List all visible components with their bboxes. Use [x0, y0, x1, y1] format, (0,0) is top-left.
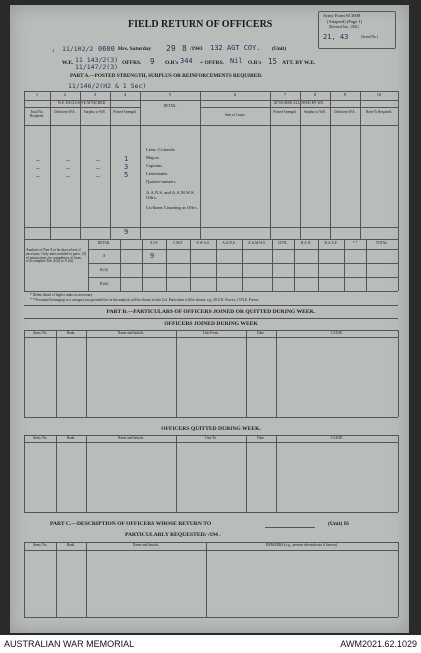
hand-unit-ref: 11/102/2 [62, 45, 94, 53]
col-head-posted-strength: Posted Strength. [273, 110, 297, 114]
unit-label: (Unit) [272, 46, 287, 52]
footnote-2: * * Personnel belonging to a category not provided for in the analysis will be shown in this Col. Particulars will be shown, e.g. 20 U.K. Forces; 10 N.E. Forces. [30, 298, 260, 302]
rank-civilians: Civilians Counting as Offrs. [146, 205, 198, 210]
rank-aans: A.A.N.S. and A.A.M.W.S. Offrs. [146, 190, 195, 200]
analysis-head: A.A.M.W.S. [248, 241, 266, 245]
quitted-head: CAUSE. [330, 436, 344, 440]
posted-captains: 3 [124, 163, 129, 171]
army-form-box [318, 11, 396, 49]
col-number: 1 [35, 92, 39, 97]
archive-name: AUSTRALIAN WAR MEMORIAL [4, 639, 135, 649]
analysis-head: TOTAL. [375, 241, 389, 245]
analysis-row-label: B.(ii) [100, 268, 108, 272]
offrs-label: OFFRS. [122, 60, 142, 66]
joined-head: Unit From. [203, 331, 219, 335]
footnote-1: * Delete detail of higher ranks as necessary. [30, 293, 94, 297]
attached-allowed-heading: ATTACHED ALLOWED BY W.E. [273, 101, 325, 105]
rank-captains: Captains [146, 163, 163, 168]
hand-dash: – [96, 165, 100, 172]
army-form-number: Army Form W.3008 [323, 13, 361, 18]
unit-value: 132 AGT COY. [210, 44, 261, 52]
col-head-reinf-required: Rein-Ts Required. [365, 110, 393, 114]
part-c-line2: PARTICULARLY REQUESTED. [125, 532, 207, 538]
col-head-deficient-we: Deficient W.E. [334, 110, 356, 114]
col-number: 4 [123, 92, 127, 97]
att-label: ATT. BY W.E. [282, 60, 316, 66]
col-number: 2 [63, 92, 67, 97]
posted-majors: 1 [124, 155, 129, 163]
detail-heading: DETAIL [163, 104, 177, 108]
hand-dash: – [96, 173, 100, 180]
hand-we-a: 11 143/2(3) [75, 56, 119, 64]
or2-value: 15 [268, 57, 278, 66]
analysis-note: Analysis of Part A to be shown here if necessary. Only units entitled to parts. [4] of instructions for completion of form, will complete Part A(ii) to A.(iii). [26, 248, 86, 264]
col-head-posted: Posted Strength. [113, 110, 137, 114]
archive-footer [0, 635, 421, 653]
posted-total: 9 [124, 228, 129, 236]
analysis-head: * * [352, 241, 358, 245]
analysis-head: R.A.A.F. [324, 241, 338, 245]
analysis-head: C.M.F. [173, 241, 183, 245]
joined-head: Name and Initials. [117, 331, 145, 335]
or-value: 344 [180, 57, 193, 65]
quitted-head: Unit To. [205, 436, 217, 440]
col-head-surplus: Surplus to W.E. [83, 110, 107, 114]
col-number: 9 [343, 92, 347, 97]
hand-dash: – [96, 157, 100, 164]
date-day: 29 [166, 44, 176, 53]
part-a-hand-note: 11/146/2(H2 & 1 Sec) [68, 82, 147, 90]
quitted-head: Date. [257, 436, 265, 440]
analysis-row-label: B.(iii) [99, 282, 109, 286]
serial-number: 21, 43 [323, 33, 349, 41]
rank-quarter-masters: Quarter-masters [146, 179, 176, 184]
rank-majors: Majors [146, 155, 160, 160]
rank-lieutenants: Lieutenants [146, 171, 168, 176]
joined-head: Date. [257, 331, 265, 335]
or2-label: O.R's [248, 60, 262, 66]
hand-dash: – [66, 173, 70, 180]
col-head-deficient: Deficient W.E. [54, 110, 76, 114]
part-c-line1: PART C.—DESCRIPTION OF OFFICERS WHOSE RETURN TO [50, 521, 212, 527]
part-c-head: REMARKS (e.g., present whereabouts if known). [266, 543, 338, 547]
joined-head: Rank. [66, 331, 76, 335]
col-number: 3 [93, 92, 97, 97]
quitted-head: Rank. [66, 436, 76, 440]
analysis-head: R.A.N. [300, 241, 312, 245]
part-c-head: Name and Initials. [132, 543, 160, 547]
part-c-date: / /194 . [205, 532, 221, 538]
quitted-title: OFFICERS QUITTED DURING WEEK. [161, 426, 261, 432]
col-number: 10 [376, 92, 382, 97]
part-b-title: PART B.—PARTICULARS OF OFFICERS JOINED OR QUITTED DURING WEEK. [106, 309, 316, 315]
army-form-revised: (Revised Jan., 1942) [329, 25, 359, 29]
form-page [10, 5, 409, 633]
analysis-aif-value: 9 [150, 252, 155, 260]
form-title: FIELD RETURN OF OFFICERS [128, 19, 273, 30]
archive-id: AWM2021.62.1029 [340, 639, 417, 649]
analysis-head: CIVIL. [277, 241, 289, 245]
hand-dash: – [66, 165, 70, 172]
analysis-head: A.I.F. [149, 241, 159, 245]
analysis-head: DETAIL [97, 241, 111, 245]
col-number: 8 [313, 92, 317, 97]
hand-dash: – [36, 165, 40, 172]
hand-dash: – [66, 157, 70, 164]
part-c-line1-end: (Unit) IS [328, 521, 349, 527]
col-head-total-required: Total No. Required. [29, 110, 45, 118]
quitted-head: Army No. [32, 436, 48, 440]
or-label: O.R's [165, 60, 179, 66]
date-year: /1943 [190, 46, 203, 52]
joined-head: Army No. [32, 331, 48, 335]
we-label: W.E. [62, 60, 74, 66]
we-exclusive-heading: W.E. EXCLUSIVE ATTACHED. [57, 101, 107, 105]
hours-label: Hrs. Saturday [118, 46, 152, 52]
plus-offrs-label: + OFFRS. [200, 60, 224, 66]
quitted-head: Name and Initials. [117, 436, 145, 440]
serial-label: (Serial No.) [361, 35, 378, 39]
analysis-head: A.W.A.S. [196, 241, 210, 245]
hand-we-b: 11/147/2(3) [75, 63, 119, 71]
joined-title: OFFICERS JOINED DURING WEEK [164, 321, 258, 327]
plus-offrs-value: Nil [230, 57, 243, 65]
joined-head: CAUSE. [330, 331, 344, 335]
date-month: 8 [182, 44, 187, 53]
analysis-row-label: A [102, 254, 106, 258]
part-a-title: PART A.—POSTED STRENGTH, SURPLUS OR REINFORCEMENTS REQUIRED. [70, 73, 263, 79]
col-head-arm-corps: Arm or Corps. [224, 113, 246, 117]
col-number: 5 [168, 92, 172, 97]
offrs-value: 9 [150, 57, 155, 66]
col-number: 7 [283, 92, 287, 97]
rank-lieut-colonels: Lieut.-Colonels [146, 147, 175, 152]
part-c-head: Army No. [32, 543, 48, 547]
line-number-1: 1 [52, 48, 55, 53]
army-form-adapted: (Adapted) (Page 1) [327, 19, 363, 24]
col-head-surplus-we: Surplus to W.E. [303, 110, 327, 114]
analysis-head: A.A.N.S. [222, 241, 236, 245]
part-c-head: Rank. [66, 543, 76, 547]
col-number: 6 [233, 92, 237, 97]
hand-dash: – [36, 173, 40, 180]
posted-lieutenants: 5 [124, 171, 129, 179]
hours-value: 0600 [98, 45, 115, 53]
hand-dash: – [36, 157, 40, 164]
